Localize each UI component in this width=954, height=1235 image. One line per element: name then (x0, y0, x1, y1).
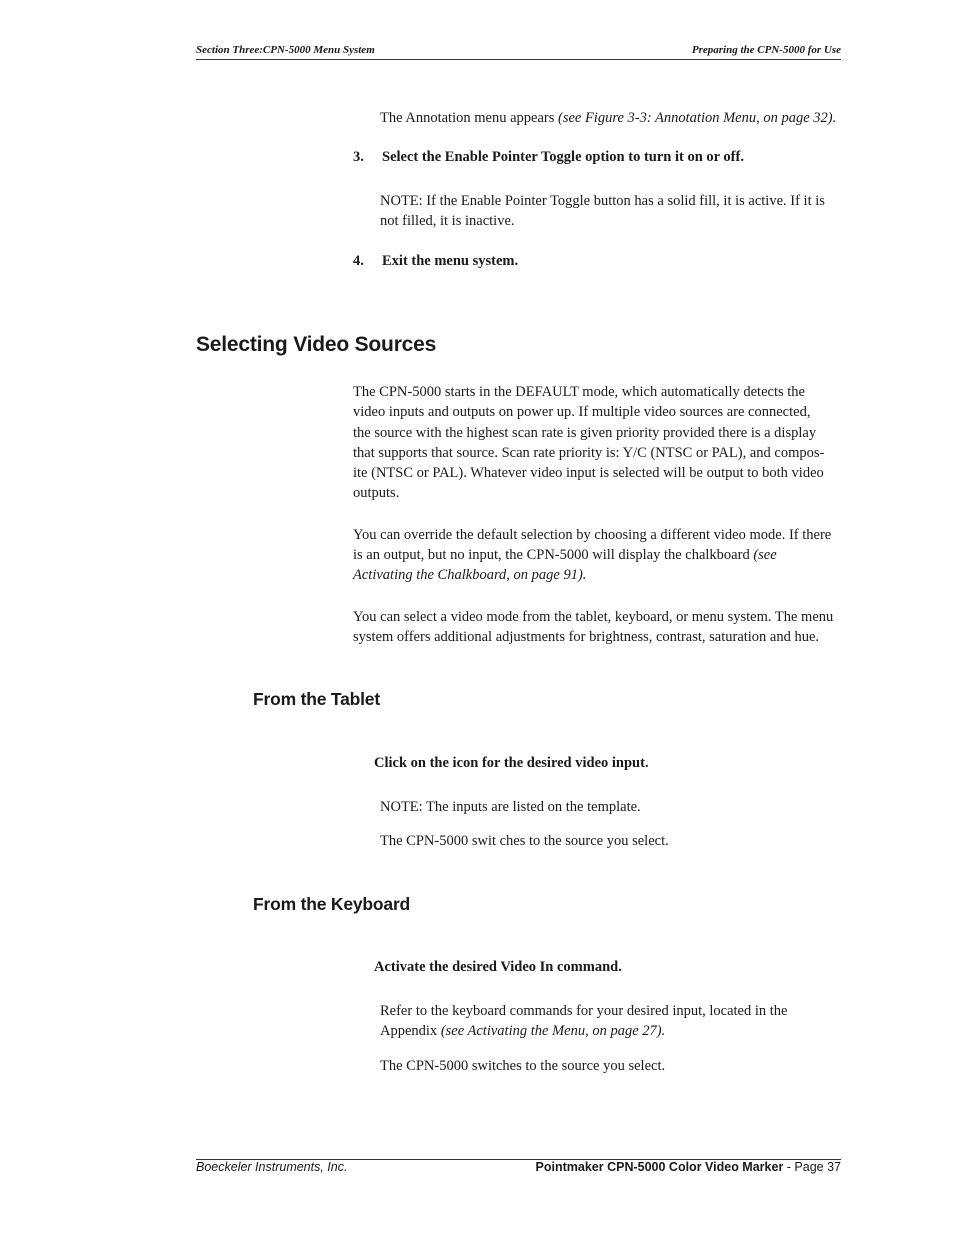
para1-line-3: the source with the highest scan rate is given priority provided there is a display (353, 425, 817, 441)
step-3-number: 3. (353, 149, 364, 165)
para2-line-1: You can override the default selection by choosing a different video mode. If there (353, 527, 832, 543)
para2-line-2 (353, 545, 777, 566)
step-3 (353, 147, 853, 167)
step-4-text: Exit the menu system. (382, 253, 519, 269)
running-header-chapter: Preparing the CPN-5000 for Use (691, 44, 841, 56)
para1-line-1: The CPN-5000 starts in the DEFAULT mode, which automatically detects the (353, 384, 805, 400)
activating-menu-link[interactable]: (see Activating the Menu, on page 27). (440, 1023, 666, 1039)
step-3-text: Select the Enable Pointer Toggle option to turn it on or off. (382, 149, 744, 165)
chalkboard-link[interactable]: Activating the Chalkboard, on page 91). (353, 567, 587, 583)
keyboard-instruction: Activate the desired Video In command. (374, 959, 622, 975)
keyboard-refer-line-1: Refer to the keyboard commands for your desired input, located in the (380, 1003, 788, 1019)
para1-line-2: video inputs and outputs on power up. If multiple video sources are connected, (353, 404, 811, 420)
tablet-note: NOTE: The inputs are listed on the template. (380, 799, 641, 815)
keyboard-subheading: From the Keyboard (253, 894, 411, 914)
para1-line-5: ite (NTSC or PAL). Whatever video input is selected will be output to both video (353, 465, 824, 481)
para2-line-3 (353, 565, 586, 586)
tablet-result: The CPN-5000 swit ches to the source you select. (380, 833, 669, 849)
para1-line-4: that supports that source. Scan rate priority is: Y/C (NTSC or PAL), and compos- (353, 445, 825, 461)
step-3-note-line-2: not filled, it is inactive. (380, 213, 515, 229)
chalkboard-link-start[interactable]: (see (753, 547, 777, 563)
header-rule (196, 59, 841, 60)
step-4-number: 4. (353, 253, 364, 269)
annotation-figure-link[interactable]: (see Figure 3-3: Annotation Menu, on page 32). (557, 110, 837, 126)
keyboard-refer-line-2 (380, 1021, 665, 1042)
para1-line-6: outputs. (353, 485, 400, 501)
annotation-text: The Annotation menu appears (380, 110, 558, 126)
section-title: Selecting Video Sources (196, 333, 437, 356)
tablet-subheading: From the Tablet (253, 689, 380, 709)
keyboard-result: The CPN-5000 switches to the source you select. (380, 1058, 666, 1074)
para2-line-2-text: is an output, but no input, the CPN-5000 will display the chalkboard (353, 547, 754, 563)
para3-line-1: You can select a video mode from the tablet, keyboard, or menu system. The menu (353, 609, 834, 625)
footer-company: Boeckeler Instruments, Inc. (196, 1160, 348, 1174)
keyboard-refer-text: Appendix (380, 1023, 441, 1039)
step-4 (353, 251, 853, 271)
para3-line-2: system offers additional adjustments for brightness, contrast, saturation and hue. (353, 629, 820, 645)
tablet-instruction: Click on the icon for the desired video input. (374, 755, 649, 771)
running-header-section: Section Three:CPN-5000 Menu System (196, 44, 375, 56)
footer-page-number: - Page 37 (783, 1160, 841, 1174)
annotation-menu-text (380, 108, 836, 129)
footer-product: Pointmaker CPN-5000 Color Video Marker (535, 1160, 784, 1174)
step-3-note-line-1: NOTE: If the Enable Pointer Toggle button has a solid fill, it is active. If it is (380, 193, 825, 209)
footer-page-info (536, 1160, 841, 1174)
